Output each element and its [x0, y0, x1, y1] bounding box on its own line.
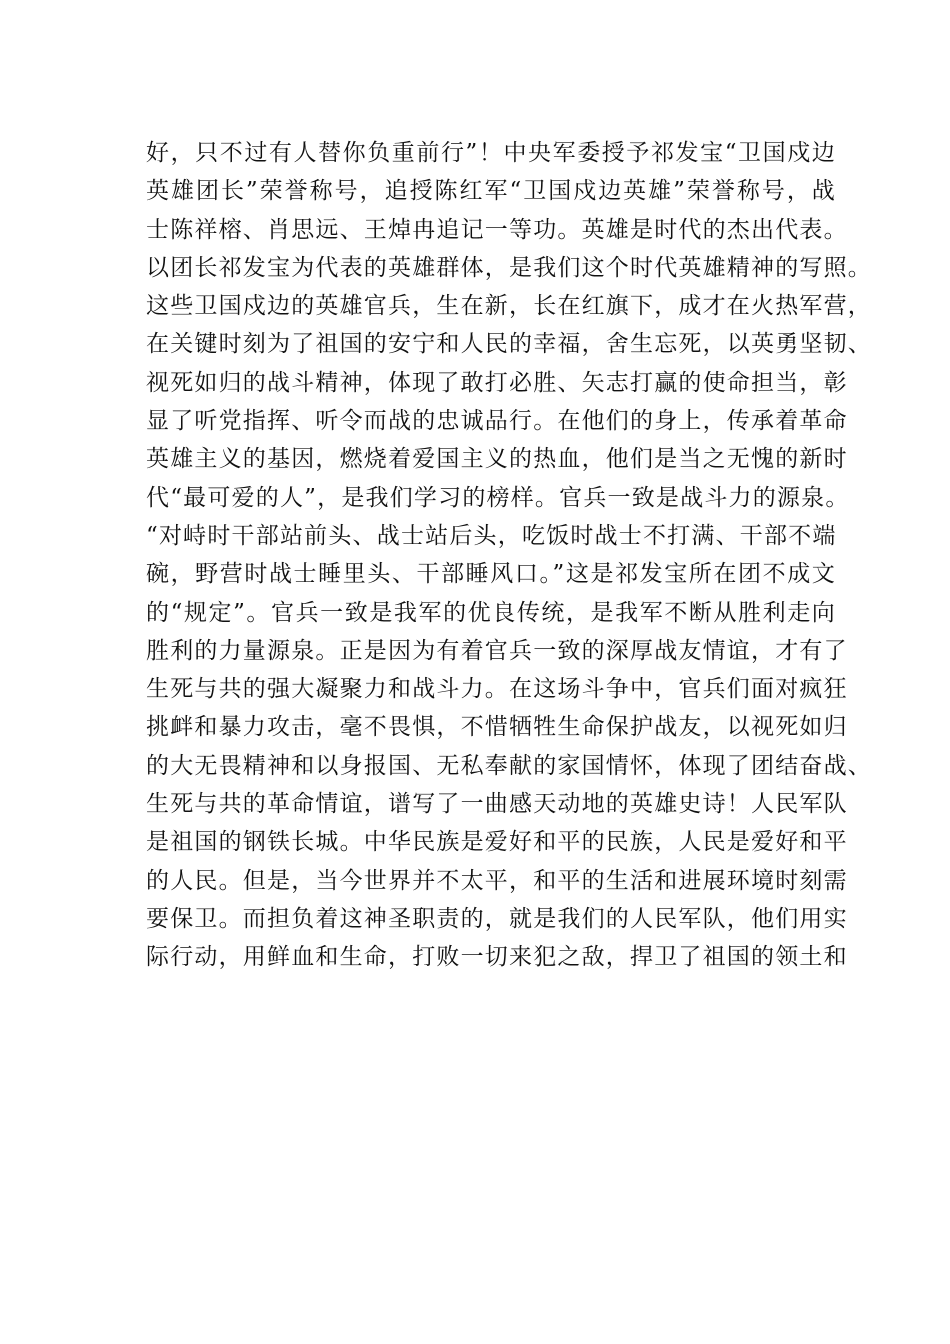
- text-line: 生死与共的革命情谊，谱写了一曲感天动地的英雄史诗！人民军队: [146, 791, 848, 818]
- text-line: 碗，野营时战士睡里头、干部睡风口。”这是祁发宝所在团不成文: [146, 561, 836, 588]
- text-line: 生死与共的强大凝聚力和战斗力。在这场斗争中，官兵们面对疯狂: [146, 676, 848, 703]
- text-line: 在关键时刻为了祖国的安宁和人民的幸福，舍生忘死，以英勇坚韧、: [146, 331, 872, 358]
- text-line: 的大无畏精神和以身报国、无私奉献的家国情怀，体现了团结奋战、: [146, 752, 872, 779]
- text-line: 是祖国的钢铁长城。中华民族是爱好和平的民族，人民是爱好和平: [146, 829, 848, 856]
- text-line: 的“规定”。官兵一致是我军的优良传统，是我军不断从胜利走向: [146, 599, 836, 626]
- text-line: “对峙时干部站前头、战士站后头，吃饭时战士不打满、干部不端: [146, 522, 837, 549]
- text-line: 的人民。但是，当今世界并不太平，和平的生活和进展环境时刻需: [146, 867, 848, 894]
- text-line: 英雄团长”荣誉称号，追授陈红军“卫国戍边英雄”荣誉称号，战: [146, 178, 836, 205]
- text-line: 士陈祥榕、肖思远、王焯冉追记一等功。英雄是时代的杰出代表。: [146, 216, 848, 243]
- text-line: 以团长祁发宝为代表的英雄群体，是我们这个时代英雄精神的写照。: [146, 254, 872, 281]
- text-line: 显了听党指挥、听令而战的忠诚品行。在他们的身上，传承着革命: [146, 408, 848, 435]
- text-line: 这些卫国戍边的英雄官兵，生在新，长在红旗下，成才在火热军营，: [146, 293, 872, 320]
- text-line: 视死如归的战斗精神，体现了敢打必胜、矢志打赢的使命担当，彰: [146, 369, 848, 396]
- text-line: 好，只不过有人替你负重前行”！中央军委授予祁发宝“卫国戍边: [146, 140, 836, 166]
- text-line: 要保卫。而担负着这神圣职责的，就是我们的人民军队，他们用实: [146, 905, 848, 932]
- text-line: 胜利的力量源泉。正是因为有着官兵一致的深厚战友情谊，才有了: [146, 637, 848, 664]
- text-line: 代“最可爱的人”，是我们学习的榜样。官兵一致是战斗力的源泉。: [146, 484, 850, 511]
- body-text: [146, 134, 872, 977]
- text-line: 际行动，用鲜血和生命，打败一切来犯之敌，捍卫了祖国的领土和: [146, 944, 848, 971]
- text-line: 挑衅和暴力攻击，毫不畏惧，不惜牺牲生命保护战友，以视死如归: [146, 714, 848, 741]
- text-line: 英雄主义的基因，燃烧着爱国主义的热血，他们是当之无愧的新时: [146, 446, 848, 473]
